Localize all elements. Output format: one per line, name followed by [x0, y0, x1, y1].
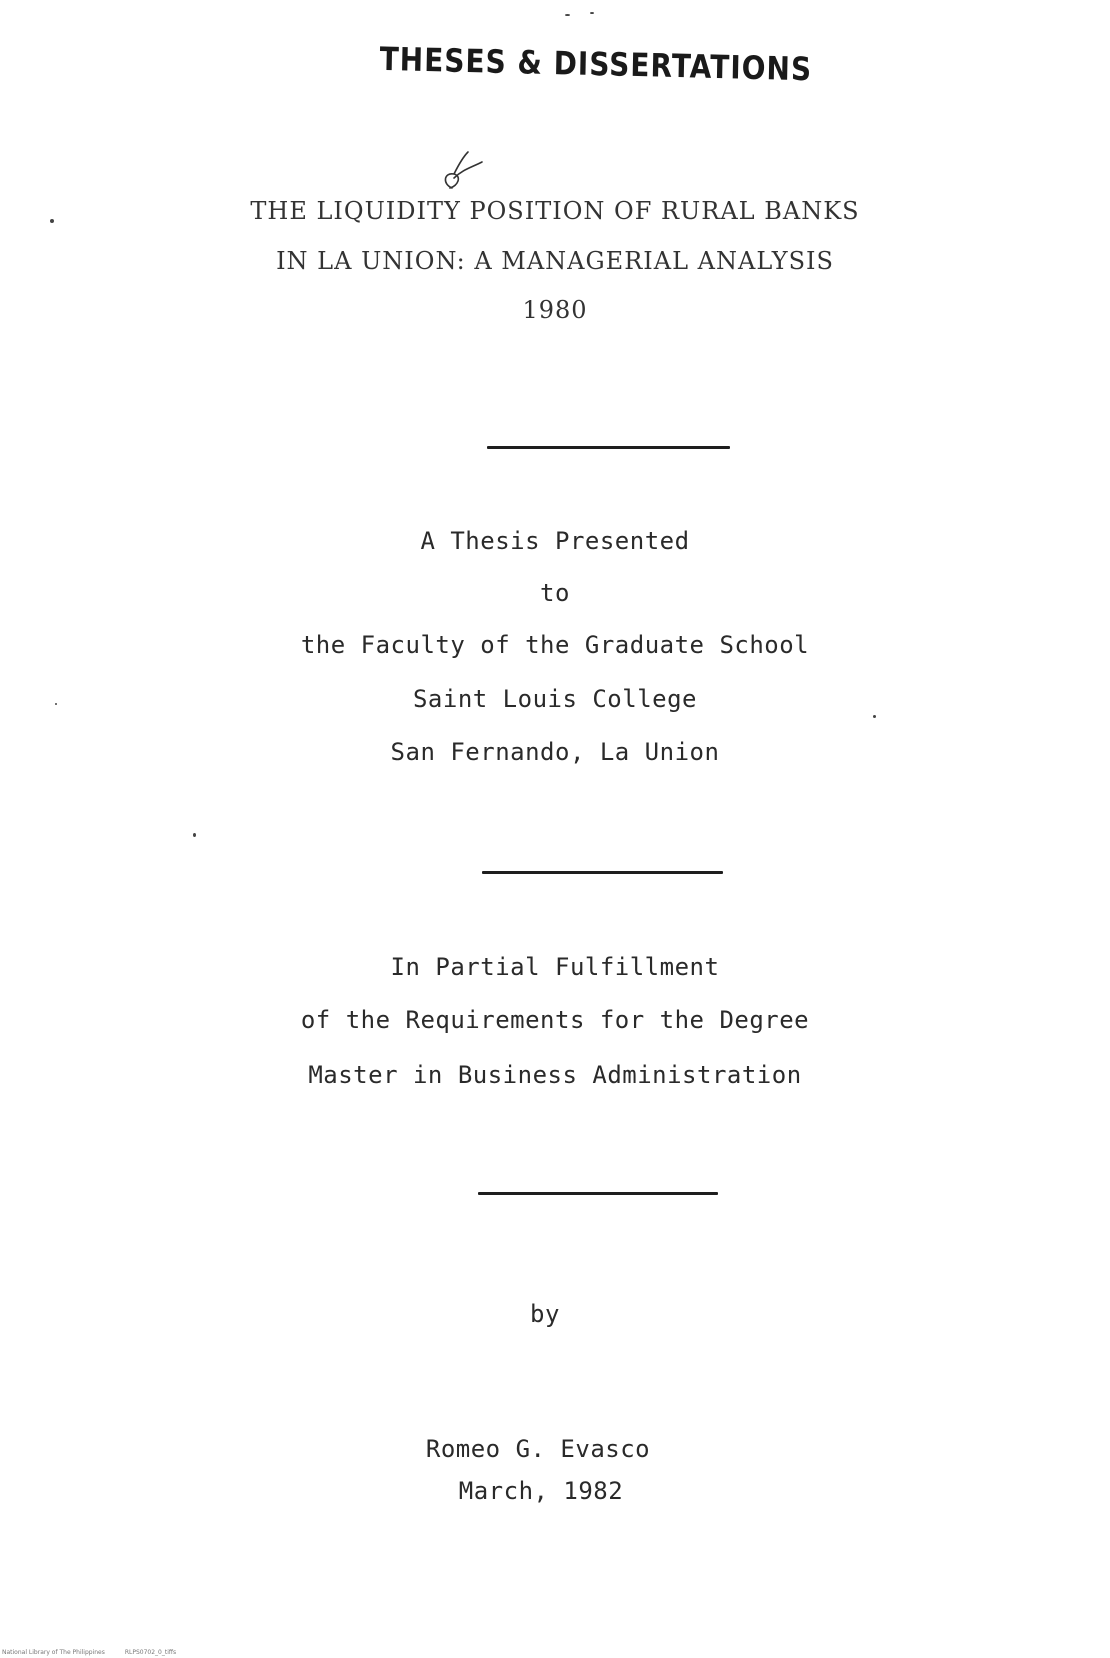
- footer-library: National Library of The Philippines: [2, 1649, 105, 1656]
- title-year: 1980: [522, 296, 588, 324]
- by-label: by: [530, 1300, 560, 1328]
- scan-speck: [873, 715, 876, 718]
- divider-rule-3: [478, 1192, 718, 1195]
- presented-line-2: to: [540, 579, 570, 607]
- scan-speck: [50, 219, 54, 223]
- footer-file-id: RLPS0702_0_tiffs: [124, 1649, 177, 1656]
- fulfillment-line-1: In Partial Fulfillment: [390, 953, 720, 981]
- presented-line-3: the Faculty of the Graduate School: [300, 631, 810, 659]
- scan-speck: [590, 12, 594, 14]
- scan-speck: [55, 703, 57, 705]
- theses-dissertations-stamp: THESES & DISSERTATIONS: [379, 40, 813, 89]
- fulfillment-line-3: Master in Business Administration: [308, 1061, 802, 1089]
- presented-line-4: Saint Louis College: [412, 685, 698, 713]
- scan-speck: [193, 833, 196, 837]
- submission-date: March, 1982: [458, 1477, 624, 1505]
- divider-rule-1: [487, 446, 730, 449]
- scan-speck: [565, 14, 570, 16]
- fulfillment-line-2: of the Requirements for the Degree: [300, 1006, 810, 1034]
- title-line-2: IN LA UNION: A MANAGERIAL ANALYSIS: [276, 247, 834, 275]
- presented-line-1: A Thesis Presented: [420, 527, 690, 555]
- scan-footer: [2, 1649, 194, 1656]
- handwritten-mark-icon: [438, 148, 488, 196]
- author-name: Romeo G. Evasco: [425, 1435, 651, 1463]
- presented-line-5: San Fernando, La Union: [390, 738, 720, 766]
- title-line-1: THE LIQUIDITY POSITION OF RURAL BANKS: [250, 197, 860, 225]
- divider-rule-2: [482, 871, 723, 874]
